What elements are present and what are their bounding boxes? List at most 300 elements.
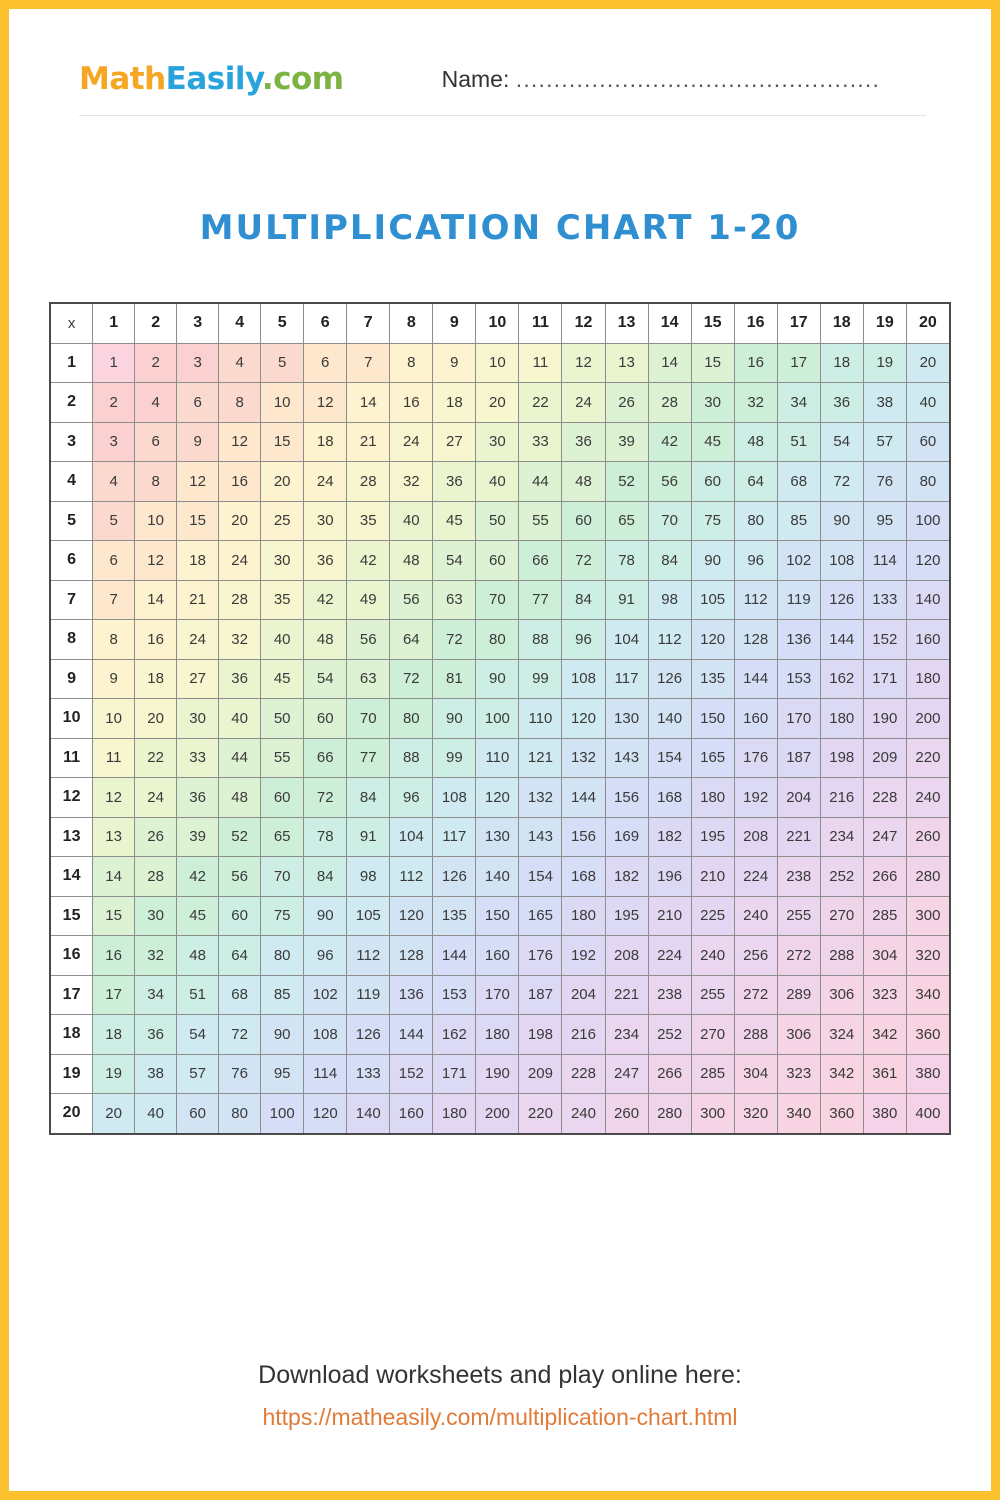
product-cell: 160 bbox=[476, 936, 519, 976]
chart-container bbox=[49, 302, 951, 1135]
product-cell: 38 bbox=[863, 383, 906, 423]
product-cell: 150 bbox=[476, 896, 519, 936]
product-cell: 100 bbox=[261, 1094, 304, 1134]
product-cell: 42 bbox=[648, 422, 691, 462]
product-cell: 84 bbox=[648, 541, 691, 581]
product-cell: 72 bbox=[433, 620, 476, 660]
product-cell: 196 bbox=[648, 857, 691, 897]
product-cell: 224 bbox=[734, 857, 777, 897]
product-cell: 247 bbox=[863, 817, 906, 857]
product-cell: 112 bbox=[347, 936, 390, 976]
product-cell: 85 bbox=[777, 501, 820, 541]
product-cell: 18 bbox=[433, 383, 476, 423]
product-cell: 100 bbox=[476, 699, 519, 739]
product-cell: 42 bbox=[304, 580, 347, 620]
table-row bbox=[50, 659, 950, 699]
product-cell: 180 bbox=[476, 1015, 519, 1055]
product-cell: 75 bbox=[691, 501, 734, 541]
product-cell: 64 bbox=[219, 936, 261, 976]
product-cell: 280 bbox=[648, 1094, 691, 1134]
product-cell: 39 bbox=[177, 817, 219, 857]
product-cell: 81 bbox=[433, 659, 476, 699]
product-cell: 70 bbox=[648, 501, 691, 541]
product-cell: 20 bbox=[135, 699, 177, 739]
column-header: 7 bbox=[347, 303, 390, 343]
row-header: 12 bbox=[50, 778, 93, 818]
product-cell: 195 bbox=[691, 817, 734, 857]
product-cell: 154 bbox=[648, 738, 691, 778]
product-cell: 160 bbox=[734, 699, 777, 739]
product-cell: 220 bbox=[906, 738, 950, 778]
product-cell: 110 bbox=[476, 738, 519, 778]
product-cell: 34 bbox=[777, 383, 820, 423]
product-cell: 8 bbox=[93, 620, 135, 660]
product-cell: 70 bbox=[261, 857, 304, 897]
product-cell: 72 bbox=[820, 462, 863, 502]
table-row bbox=[50, 1015, 950, 1055]
product-cell: 360 bbox=[820, 1094, 863, 1134]
product-cell: 55 bbox=[519, 501, 562, 541]
product-cell: 98 bbox=[648, 580, 691, 620]
product-cell: 221 bbox=[777, 817, 820, 857]
row-header: 7 bbox=[50, 580, 93, 620]
product-cell: 8 bbox=[390, 343, 433, 383]
product-cell: 256 bbox=[734, 936, 777, 976]
product-cell: 323 bbox=[863, 975, 906, 1015]
row-header: 6 bbox=[50, 541, 93, 581]
product-cell: 65 bbox=[605, 501, 648, 541]
product-cell: 34 bbox=[135, 975, 177, 1015]
product-cell: 228 bbox=[562, 1054, 605, 1094]
row-header: 8 bbox=[50, 620, 93, 660]
product-cell: 96 bbox=[734, 541, 777, 581]
product-cell: 14 bbox=[347, 383, 390, 423]
product-cell: 16 bbox=[390, 383, 433, 423]
product-cell: 20 bbox=[93, 1094, 135, 1134]
table-row bbox=[50, 343, 950, 383]
product-cell: 45 bbox=[433, 501, 476, 541]
product-cell: 80 bbox=[734, 501, 777, 541]
product-cell: 153 bbox=[777, 659, 820, 699]
product-cell: 90 bbox=[261, 1015, 304, 1055]
product-cell: 90 bbox=[476, 659, 519, 699]
product-cell: 91 bbox=[605, 580, 648, 620]
product-cell: 380 bbox=[906, 1054, 950, 1094]
product-cell: 19 bbox=[863, 343, 906, 383]
table-header-row bbox=[50, 303, 950, 343]
product-cell: 170 bbox=[476, 975, 519, 1015]
product-cell: 4 bbox=[93, 462, 135, 502]
product-cell: 12 bbox=[135, 541, 177, 581]
product-cell: 99 bbox=[519, 659, 562, 699]
product-cell: 51 bbox=[177, 975, 219, 1015]
product-cell: 400 bbox=[906, 1094, 950, 1134]
product-cell: 44 bbox=[219, 738, 261, 778]
product-cell: 16 bbox=[734, 343, 777, 383]
product-cell: 200 bbox=[906, 699, 950, 739]
product-cell: 180 bbox=[906, 659, 950, 699]
product-cell: 150 bbox=[691, 699, 734, 739]
product-cell: 4 bbox=[219, 343, 261, 383]
product-cell: 50 bbox=[261, 699, 304, 739]
product-cell: 90 bbox=[691, 541, 734, 581]
product-cell: 360 bbox=[906, 1015, 950, 1055]
product-cell: 66 bbox=[304, 738, 347, 778]
product-cell: 48 bbox=[219, 778, 261, 818]
product-cell: 28 bbox=[219, 580, 261, 620]
product-cell: 120 bbox=[906, 541, 950, 581]
product-cell: 306 bbox=[777, 1015, 820, 1055]
product-cell: 152 bbox=[863, 620, 906, 660]
product-cell: 252 bbox=[820, 857, 863, 897]
product-cell: 266 bbox=[648, 1054, 691, 1094]
row-header: 2 bbox=[50, 383, 93, 423]
product-cell: 20 bbox=[261, 462, 304, 502]
product-cell: 133 bbox=[347, 1054, 390, 1094]
product-cell: 80 bbox=[219, 1094, 261, 1134]
product-cell: 11 bbox=[519, 343, 562, 383]
product-cell: 60 bbox=[304, 699, 347, 739]
product-cell: 169 bbox=[605, 817, 648, 857]
product-cell: 18 bbox=[93, 1015, 135, 1055]
row-header: 15 bbox=[50, 896, 93, 936]
column-header: 3 bbox=[177, 303, 219, 343]
product-cell: 20 bbox=[906, 343, 950, 383]
product-cell: 35 bbox=[261, 580, 304, 620]
product-cell: 60 bbox=[906, 422, 950, 462]
product-cell: 40 bbox=[906, 383, 950, 423]
product-cell: 126 bbox=[820, 580, 863, 620]
column-header: 20 bbox=[906, 303, 950, 343]
row-header: 11 bbox=[50, 738, 93, 778]
product-cell: 12 bbox=[93, 778, 135, 818]
product-cell: 98 bbox=[347, 857, 390, 897]
product-cell: 35 bbox=[347, 501, 390, 541]
product-cell: 36 bbox=[219, 659, 261, 699]
page-header bbox=[49, 9, 951, 97]
product-cell: 32 bbox=[734, 383, 777, 423]
product-cell: 285 bbox=[691, 1054, 734, 1094]
row-header: 14 bbox=[50, 857, 93, 897]
product-cell: 190 bbox=[476, 1054, 519, 1094]
product-cell: 182 bbox=[605, 857, 648, 897]
product-cell: 15 bbox=[177, 501, 219, 541]
product-cell: 128 bbox=[734, 620, 777, 660]
product-cell: 95 bbox=[261, 1054, 304, 1094]
product-cell: 117 bbox=[605, 659, 648, 699]
product-cell: 190 bbox=[863, 699, 906, 739]
product-cell: 187 bbox=[777, 738, 820, 778]
product-cell: 9 bbox=[93, 659, 135, 699]
product-cell: 95 bbox=[863, 501, 906, 541]
product-cell: 132 bbox=[519, 778, 562, 818]
product-cell: 33 bbox=[519, 422, 562, 462]
product-cell: 210 bbox=[648, 896, 691, 936]
product-cell: 9 bbox=[433, 343, 476, 383]
product-cell: 84 bbox=[304, 857, 347, 897]
table-row bbox=[50, 936, 950, 976]
product-cell: 104 bbox=[390, 817, 433, 857]
product-cell: 38 bbox=[135, 1054, 177, 1094]
product-cell: 272 bbox=[734, 975, 777, 1015]
product-cell: 105 bbox=[347, 896, 390, 936]
product-cell: 144 bbox=[734, 659, 777, 699]
product-cell: 144 bbox=[820, 620, 863, 660]
table-row bbox=[50, 1094, 950, 1134]
product-cell: 192 bbox=[562, 936, 605, 976]
product-cell: 6 bbox=[135, 422, 177, 462]
column-header: 4 bbox=[219, 303, 261, 343]
product-cell: 60 bbox=[476, 541, 519, 581]
product-cell: 96 bbox=[562, 620, 605, 660]
product-cell: 14 bbox=[93, 857, 135, 897]
product-cell: 28 bbox=[648, 383, 691, 423]
product-cell: 90 bbox=[433, 699, 476, 739]
product-cell: 64 bbox=[390, 620, 433, 660]
product-cell: 2 bbox=[93, 383, 135, 423]
product-cell: 8 bbox=[219, 383, 261, 423]
product-cell: 304 bbox=[863, 936, 906, 976]
product-cell: 238 bbox=[777, 857, 820, 897]
product-cell: 240 bbox=[562, 1094, 605, 1134]
product-cell: 135 bbox=[691, 659, 734, 699]
product-cell: 144 bbox=[390, 1015, 433, 1055]
product-cell: 32 bbox=[219, 620, 261, 660]
product-cell: 272 bbox=[777, 936, 820, 976]
product-cell: 20 bbox=[476, 383, 519, 423]
row-header: 19 bbox=[50, 1054, 93, 1094]
product-cell: 76 bbox=[219, 1054, 261, 1094]
product-cell: 49 bbox=[347, 580, 390, 620]
product-cell: 208 bbox=[605, 936, 648, 976]
column-header: 6 bbox=[304, 303, 347, 343]
product-cell: 300 bbox=[906, 896, 950, 936]
product-cell: 72 bbox=[304, 778, 347, 818]
product-cell: 78 bbox=[605, 541, 648, 581]
product-cell: 22 bbox=[519, 383, 562, 423]
product-cell: 204 bbox=[777, 778, 820, 818]
product-cell: 18 bbox=[135, 659, 177, 699]
product-cell: 165 bbox=[691, 738, 734, 778]
table-row bbox=[50, 462, 950, 502]
product-cell: 99 bbox=[433, 738, 476, 778]
product-cell: 1 bbox=[93, 343, 135, 383]
product-cell: 105 bbox=[691, 580, 734, 620]
product-cell: 32 bbox=[390, 462, 433, 502]
product-cell: 17 bbox=[93, 975, 135, 1015]
column-header: 13 bbox=[605, 303, 648, 343]
product-cell: 6 bbox=[93, 541, 135, 581]
product-cell: 156 bbox=[562, 817, 605, 857]
table-row bbox=[50, 422, 950, 462]
product-cell: 30 bbox=[135, 896, 177, 936]
product-cell: 324 bbox=[820, 1015, 863, 1055]
product-cell: 40 bbox=[261, 620, 304, 660]
product-cell: 136 bbox=[390, 975, 433, 1015]
product-cell: 225 bbox=[691, 896, 734, 936]
product-cell: 48 bbox=[177, 936, 219, 976]
row-header: 4 bbox=[50, 462, 93, 502]
product-cell: 252 bbox=[648, 1015, 691, 1055]
product-cell: 180 bbox=[433, 1094, 476, 1134]
product-cell: 260 bbox=[605, 1094, 648, 1134]
product-cell: 65 bbox=[261, 817, 304, 857]
product-cell: 36 bbox=[177, 778, 219, 818]
product-cell: 68 bbox=[219, 975, 261, 1015]
product-cell: 102 bbox=[777, 541, 820, 581]
product-cell: 91 bbox=[347, 817, 390, 857]
product-cell: 26 bbox=[135, 817, 177, 857]
table-header bbox=[50, 303, 950, 343]
product-cell: 56 bbox=[390, 580, 433, 620]
column-header: 14 bbox=[648, 303, 691, 343]
product-cell: 25 bbox=[261, 501, 304, 541]
product-cell: 60 bbox=[562, 501, 605, 541]
product-cell: 52 bbox=[605, 462, 648, 502]
product-cell: 8 bbox=[135, 462, 177, 502]
product-cell: 19 bbox=[93, 1054, 135, 1094]
table-row bbox=[50, 778, 950, 818]
product-cell: 24 bbox=[219, 541, 261, 581]
product-cell: 204 bbox=[562, 975, 605, 1015]
product-cell: 10 bbox=[135, 501, 177, 541]
product-cell: 78 bbox=[304, 817, 347, 857]
product-cell: 68 bbox=[777, 462, 820, 502]
product-cell: 110 bbox=[519, 699, 562, 739]
product-cell: 70 bbox=[476, 580, 519, 620]
table-corner-cell: x bbox=[50, 303, 93, 343]
product-cell: 168 bbox=[562, 857, 605, 897]
product-cell: 12 bbox=[219, 422, 261, 462]
product-cell: 323 bbox=[777, 1054, 820, 1094]
product-cell: 15 bbox=[261, 422, 304, 462]
product-cell: 238 bbox=[648, 975, 691, 1015]
product-cell: 85 bbox=[261, 975, 304, 1015]
product-cell: 288 bbox=[734, 1015, 777, 1055]
product-cell: 240 bbox=[906, 778, 950, 818]
logo-part-com: .com bbox=[261, 61, 344, 97]
product-cell: 48 bbox=[304, 620, 347, 660]
product-cell: 90 bbox=[304, 896, 347, 936]
product-cell: 117 bbox=[433, 817, 476, 857]
product-cell: 120 bbox=[476, 778, 519, 818]
product-cell: 18 bbox=[177, 541, 219, 581]
logo-part-math: Math bbox=[79, 61, 166, 97]
product-cell: 44 bbox=[519, 462, 562, 502]
product-cell: 28 bbox=[347, 462, 390, 502]
product-cell: 13 bbox=[605, 343, 648, 383]
product-cell: 126 bbox=[433, 857, 476, 897]
column-header: 12 bbox=[562, 303, 605, 343]
product-cell: 144 bbox=[562, 778, 605, 818]
product-cell: 45 bbox=[177, 896, 219, 936]
product-cell: 21 bbox=[347, 422, 390, 462]
product-cell: 96 bbox=[304, 936, 347, 976]
product-cell: 126 bbox=[347, 1015, 390, 1055]
product-cell: 216 bbox=[820, 778, 863, 818]
product-cell: 198 bbox=[820, 738, 863, 778]
product-cell: 114 bbox=[863, 541, 906, 581]
product-cell: 216 bbox=[562, 1015, 605, 1055]
product-cell: 340 bbox=[906, 975, 950, 1015]
product-cell: 120 bbox=[390, 896, 433, 936]
name-field[interactable] bbox=[442, 66, 880, 93]
product-cell: 114 bbox=[304, 1054, 347, 1094]
product-cell: 76 bbox=[863, 462, 906, 502]
table-row bbox=[50, 541, 950, 581]
product-cell: 52 bbox=[219, 817, 261, 857]
product-cell: 112 bbox=[734, 580, 777, 620]
product-cell: 192 bbox=[734, 778, 777, 818]
product-cell: 88 bbox=[519, 620, 562, 660]
table-row bbox=[50, 699, 950, 739]
product-cell: 140 bbox=[906, 580, 950, 620]
row-header: 13 bbox=[50, 817, 93, 857]
column-header: 17 bbox=[777, 303, 820, 343]
product-cell: 160 bbox=[906, 620, 950, 660]
name-label: Name: bbox=[441, 65, 516, 92]
table-row bbox=[50, 817, 950, 857]
product-cell: 260 bbox=[906, 817, 950, 857]
product-cell: 130 bbox=[605, 699, 648, 739]
product-cell: 10 bbox=[476, 343, 519, 383]
product-cell: 80 bbox=[906, 462, 950, 502]
product-cell: 10 bbox=[261, 383, 304, 423]
product-cell: 7 bbox=[93, 580, 135, 620]
product-cell: 156 bbox=[605, 778, 648, 818]
product-cell: 9 bbox=[177, 422, 219, 462]
product-cell: 27 bbox=[177, 659, 219, 699]
table-row bbox=[50, 580, 950, 620]
product-cell: 133 bbox=[863, 580, 906, 620]
product-cell: 270 bbox=[691, 1015, 734, 1055]
product-cell: 42 bbox=[177, 857, 219, 897]
product-cell: 30 bbox=[304, 501, 347, 541]
row-header: 16 bbox=[50, 936, 93, 976]
product-cell: 143 bbox=[605, 738, 648, 778]
row-header: 18 bbox=[50, 1015, 93, 1055]
product-cell: 340 bbox=[777, 1094, 820, 1134]
product-cell: 126 bbox=[648, 659, 691, 699]
product-cell: 224 bbox=[648, 936, 691, 976]
product-cell: 60 bbox=[691, 462, 734, 502]
product-cell: 42 bbox=[347, 541, 390, 581]
product-cell: 30 bbox=[261, 541, 304, 581]
column-header: 1 bbox=[93, 303, 135, 343]
footer-link[interactable]: https://matheasily.com/multiplication-chart.html bbox=[262, 1404, 738, 1430]
product-cell: 119 bbox=[347, 975, 390, 1015]
product-cell: 187 bbox=[519, 975, 562, 1015]
product-cell: 209 bbox=[519, 1054, 562, 1094]
product-cell: 128 bbox=[390, 936, 433, 976]
product-cell: 266 bbox=[863, 857, 906, 897]
product-cell: 112 bbox=[648, 620, 691, 660]
product-cell: 209 bbox=[863, 738, 906, 778]
product-cell: 60 bbox=[261, 778, 304, 818]
product-cell: 48 bbox=[390, 541, 433, 581]
product-cell: 40 bbox=[390, 501, 433, 541]
product-cell: 168 bbox=[648, 778, 691, 818]
page-footer bbox=[9, 1361, 991, 1431]
product-cell: 121 bbox=[519, 738, 562, 778]
product-cell: 48 bbox=[562, 462, 605, 502]
column-header: 9 bbox=[433, 303, 476, 343]
product-cell: 12 bbox=[304, 383, 347, 423]
product-cell: 56 bbox=[219, 857, 261, 897]
product-cell: 153 bbox=[433, 975, 476, 1015]
product-cell: 182 bbox=[648, 817, 691, 857]
product-cell: 40 bbox=[135, 1094, 177, 1134]
